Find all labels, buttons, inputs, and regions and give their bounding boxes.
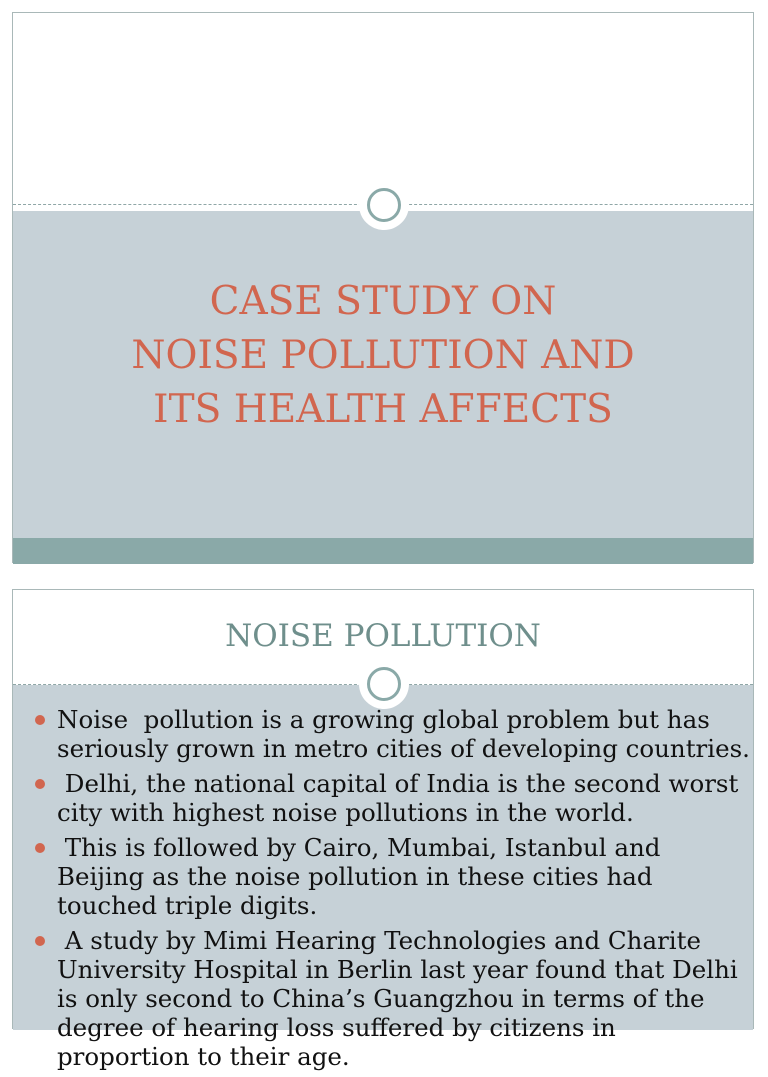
content-slide: [12, 589, 754, 1071]
presentation-title: [13, 275, 753, 437]
bullet-text: Noise pollution is a growing global problem but has seriously grown in metro cities of developing countries.: [57, 705, 750, 763]
bullet-item: [33, 705, 751, 763]
ring-ornament-icon: [359, 659, 409, 709]
bullet-list: [33, 705, 751, 1077]
bullet-item: [33, 926, 751, 1071]
bullet-item: [33, 769, 751, 827]
title-line: ITS HEALTH AFFECTS: [153, 387, 613, 432]
bullet-text: This is followed by Cairo, Mumbai, Istanbul and Beijing as the noise pollution in these cities had touched triple digits.: [57, 833, 669, 920]
ring-inner: [367, 188, 401, 222]
ring-inner: [367, 667, 401, 701]
slide-title: NOISE POLLUTION: [225, 618, 541, 654]
bullet-dot-icon: [35, 715, 45, 725]
bullet-dot-icon: [35, 779, 45, 789]
title-line: CASE STUDY ON: [209, 279, 557, 324]
title-line: NOISE POLLUTION AND: [131, 333, 635, 378]
bullet-text: Delhi, the national capital of India is the second worst city with highest noise pollutions in the world.: [57, 769, 747, 827]
bullet-dot-icon: [35, 936, 45, 946]
ring-ornament-icon: [359, 180, 409, 230]
title-slide: [12, 12, 754, 563]
title-slide-footer-band: [13, 538, 753, 564]
bullet-text: A study by Mimi Hearing Technologies and Charite University Hospital in Berlin last year found that Delhi is only second to China’s Guangzhou in terms of the degree of hearing loss suffered by citizens in proportion to their age.: [57, 926, 746, 1071]
bullet-item: [33, 833, 751, 920]
bullet-dot-icon: [35, 843, 45, 853]
